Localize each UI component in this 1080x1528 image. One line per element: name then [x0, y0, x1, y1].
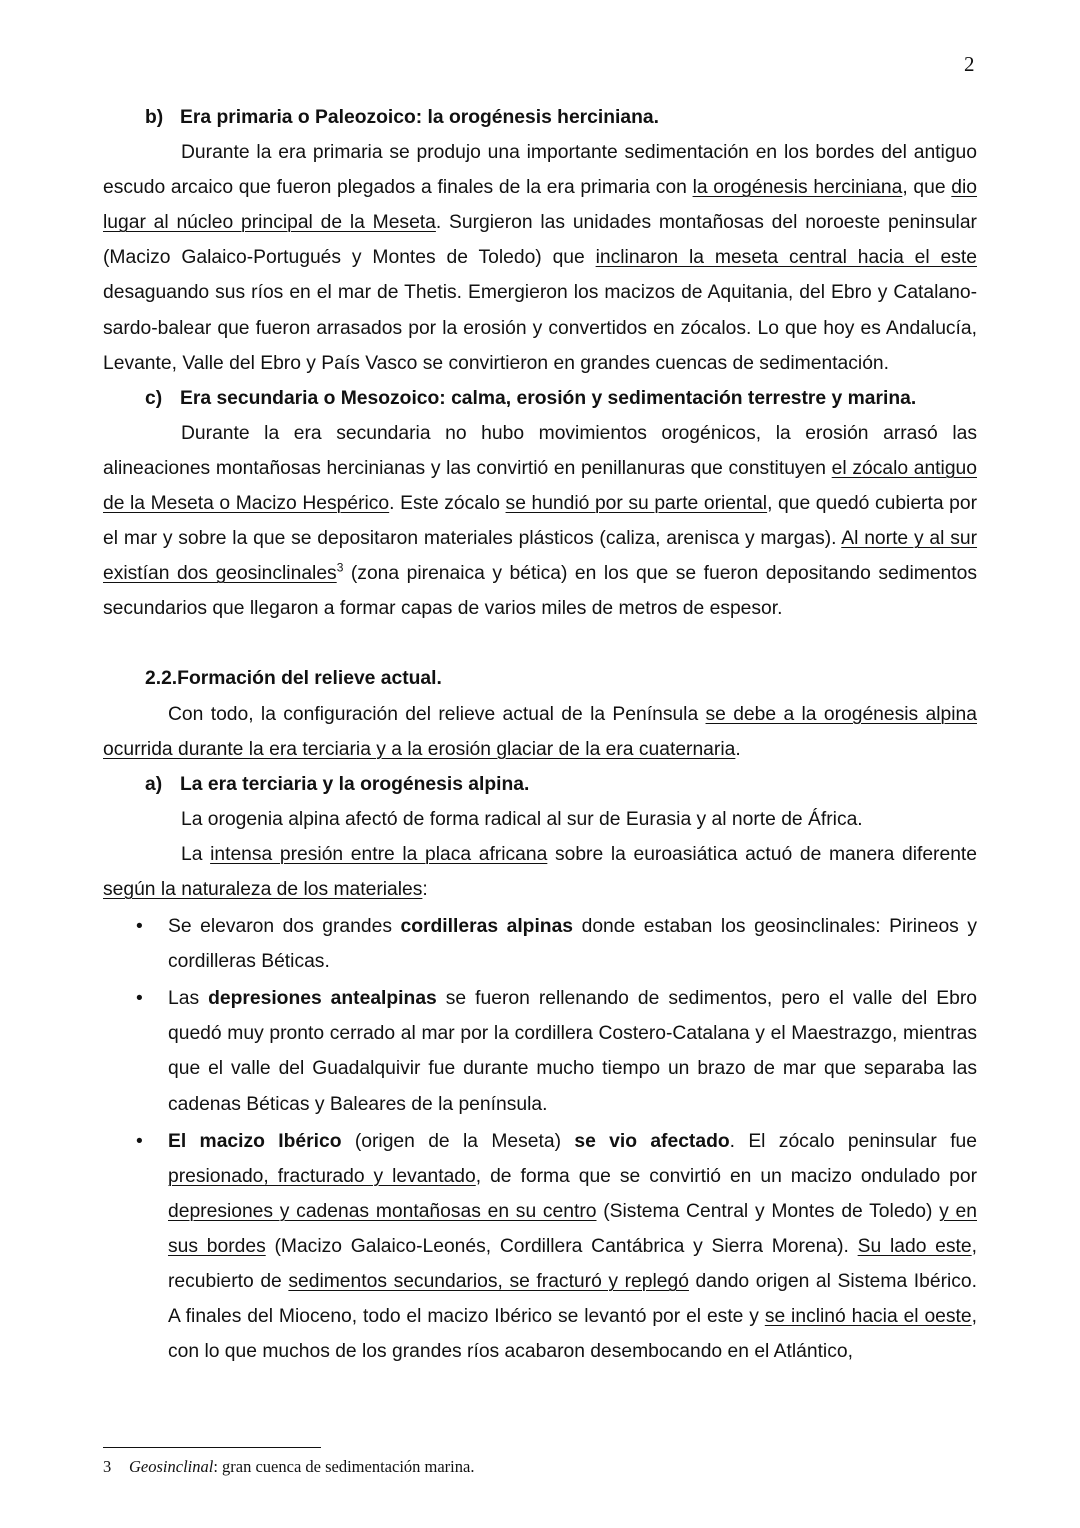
underlined-text: depresiones y cadenas montañosas en su centro	[168, 1200, 597, 1222]
section-label: c)	[145, 387, 163, 409]
section-label: a)	[145, 773, 163, 795]
bullet-item	[103, 909, 977, 979]
footnote-number: 3	[103, 1457, 112, 1476]
text-run: , que	[902, 177, 952, 199]
bold-text: se vio afectado	[574, 1130, 730, 1152]
bullet-icon: •	[136, 988, 143, 1010]
text-run: 2.2.Formación del relieve actual.	[145, 668, 442, 690]
paragraph	[103, 802, 977, 837]
text-run: , de forma que se convirtió en un macizo ondulado por	[475, 1165, 978, 1187]
footnote-term: Geosinclinal	[129, 1457, 214, 1476]
underlined-text: según la naturaleza de los materiales	[103, 878, 423, 900]
underlined-text: se hundió por su parte oriental	[505, 493, 768, 515]
text-run: dando origen al Sistema Ibérico. A finales del Mioceno, todo el macizo Ibérico se levantó por el este y	[168, 1271, 978, 1328]
underlined-text: el zócalo antiguo de la Meseta o Macizo Hespérico	[103, 457, 977, 515]
underlined-text: sedimentos secundarios, se fracturó y replegó	[288, 1271, 689, 1292]
text-run: se fueron rellenando de sedimentos, pero el valle del Ebro quedó muy pronto cerrado al mar por la cordillera Costero-Catalana y el Maestrazgo, mientras que el valle del Guadalquivir fue durante mucho tiempo un brazo de mar que separaba las cadenas Béticas y Baleares de la península.	[168, 988, 977, 1115]
page-number: 2	[964, 52, 975, 76]
text-run: La orogenia alpina afectó de forma radical al sur de Eurasia y al norte de África.	[181, 808, 863, 830]
text-run: Era primaria o Paleozoico: la orogénesis herciniana.	[180, 107, 659, 128]
bullet-item	[103, 981, 977, 1121]
text-run: .	[735, 738, 741, 760]
section-heading	[103, 100, 977, 135]
text-run: Con todo, la configuración del relieve actual de la Península	[168, 703, 706, 725]
text-run: . Surgieron las unidades montañosas del noroeste peninsular (Macizo Galaico-Portugués y Montes de Toledo) que	[103, 212, 977, 269]
section-heading	[103, 381, 977, 416]
paragraph	[103, 135, 977, 381]
bold-text: cordilleras alpinas	[400, 916, 574, 938]
text-run: La	[181, 843, 211, 865]
text-run: (Sistema Central y Montes de Toledo)	[596, 1200, 940, 1222]
underlined-text: se inclinó hacia el oeste	[764, 1306, 972, 1328]
underlined-text: y en sus bordes	[168, 1200, 977, 1257]
underlined-text: la orogénesis herciniana	[692, 177, 903, 199]
document-body	[103, 100, 977, 1369]
underlined-text: inclinaron la meseta central hacia el este	[595, 247, 977, 269]
text-run: sobre la euroasiática actuó de manera diferente	[547, 843, 977, 865]
bullet-icon: •	[136, 1130, 143, 1152]
bullet-icon: •	[136, 916, 143, 938]
footnote	[103, 1457, 474, 1477]
spacer	[103, 626, 977, 661]
text-run: donde estaban los geosinclinales: Pirineos y cordilleras Béticas.	[168, 916, 978, 973]
underlined-text: se debe a la orogénesis alpina ocurrida durante la era terciaria y a la erosión glaciar de la era cuaternaria	[103, 703, 977, 760]
text-run: desaguando sus ríos en el mar de Thetis. Emergieron los macizos de Aquitania, del Ebro y Catalano-sardo-balear que fueron arrasados por la erosión y convertidos en zócalos. Lo que hoy es Andalucía, Levante, Valle del Ebro y País Vasco se convirtieron en grandes cuencas de sedimentación.	[103, 282, 977, 374]
text-run: . El zócalo peninsular fue	[729, 1130, 977, 1152]
text-run: Durante la era primaria se produjo una importante sedimentación en los bordes del antiguo escudo arcaico que fueron plegados a finales de la era primaria con	[103, 142, 977, 199]
underlined-text: presionado, fracturado y levantado	[168, 1165, 476, 1187]
text-run: Durante la era secundaria no hubo movimientos orogénicos, la erosión arrasó las alineaciones montañosas hercinianas y las convirtió en penillanuras que constituyen	[103, 422, 977, 479]
underlined-text: dio lugar al núcleo principal de la Meseta	[103, 177, 978, 234]
paragraph	[103, 837, 977, 907]
footnote-reference[interactable]: 3	[336, 560, 344, 575]
text-run: , recubierto de	[168, 1235, 977, 1292]
text-run: . Este zócalo	[389, 493, 506, 515]
footnote-divider	[103, 1447, 321, 1448]
text-run: Era secundaria o Mesozoico: calma, erosión y sedimentación terrestre y marina.	[180, 387, 917, 409]
text-run: , que quedó cubierta por el mar y sobre la que se depositaron materiales plásticos (caliza, arenisca y margas).	[103, 493, 977, 550]
text-run: La era terciaria y la orogénesis alpina.	[180, 773, 530, 795]
footnote-text: : gran cuenca de sedimentación marina.	[213, 1457, 475, 1476]
section-label: b)	[145, 107, 164, 128]
bullet-item	[103, 1124, 977, 1370]
text-run: (zona pirenaica y bética) en los que se fueron depositando sedimentos secundarios que llegaron a formar capas de varios miles de metros de espesor.	[103, 563, 977, 620]
text-run: (Macizo Galaico-Leonés, Cordillera Cantábrica y Sierra Morena).	[265, 1235, 858, 1257]
text-run: :	[422, 878, 428, 900]
text-run: (origen de la Meseta)	[341, 1130, 575, 1152]
section-heading	[103, 767, 977, 802]
paragraph	[103, 697, 977, 767]
underlined-text: Al norte y al sur existían dos geosinclinales	[103, 528, 978, 585]
paragraph	[103, 416, 977, 627]
text-run: Se elevaron dos grandes	[168, 916, 401, 938]
underlined-text: intensa presión entre la placa africana	[210, 843, 548, 865]
bold-text: depresiones antealpinas	[208, 988, 437, 1010]
text-run: Las	[168, 988, 209, 1010]
subsection-heading	[103, 661, 977, 696]
underlined-text: Su lado este	[857, 1235, 972, 1257]
bold-text: El macizo Ibérico	[168, 1130, 342, 1152]
text-run: , con lo que muchos de los grandes ríos acabaron desembocando en el Atlántico,	[168, 1306, 977, 1363]
